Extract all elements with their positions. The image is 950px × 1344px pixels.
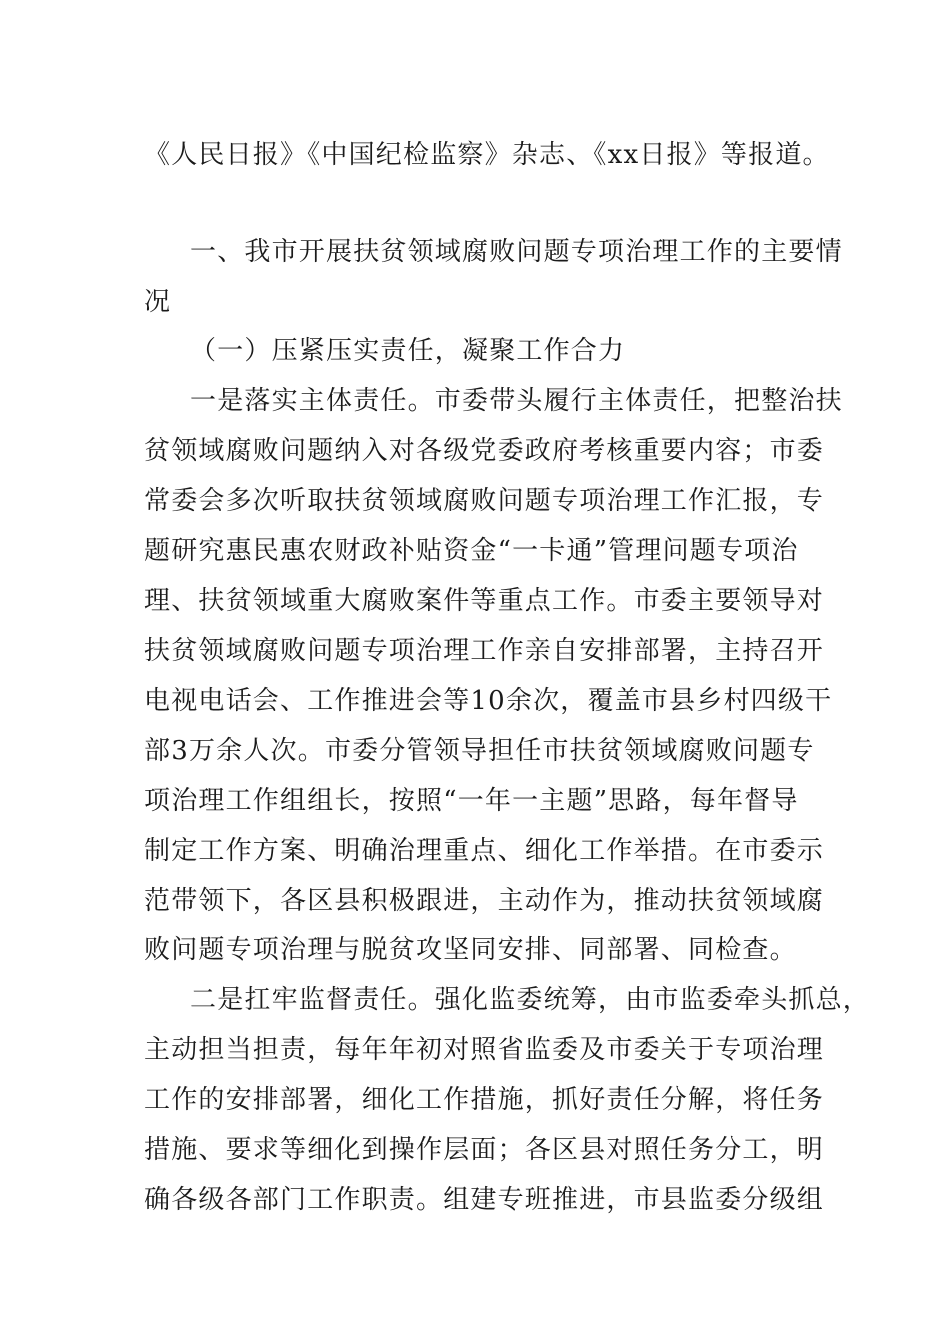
paragraph1-line: 题研究惠民惠农财政补贴资金“一卡通”管理问题专项治 <box>144 536 799 566</box>
paragraph1-line: 一是落实主体责任。市委带头履行主体责任，把整治扶 <box>190 386 843 416</box>
paragraph2-line: 确各级各部门工作职责。组建专班推进，市县监委分级组 <box>144 1185 825 1215</box>
section-heading-line-1: 一、我市开展扶贫领域腐败问题专项治理工作的主要情 <box>190 237 843 267</box>
paragraph1-line: 常委会多次听取扶贫领域腐败问题专项治理工作汇报，专 <box>144 486 825 516</box>
paragraph1-line: 制定工作方案、明确治理重点、细化工作举措。在市委示 <box>144 836 825 866</box>
paragraph1-line: 扶贫领域腐败问题专项治理工作亲自安排部署，主持召开 <box>144 636 825 666</box>
paragraph1-line: 范带领下，各区县积极跟进，主动作为，推动扶贫领域腐 <box>144 886 825 916</box>
paragraph1-line: 败问题专项治理与脱贫攻坚同安排、同部署、同检查。 <box>144 935 797 965</box>
paragraph1-line: 理、扶贫领域重大腐败案件等重点工作。市委主要领导对 <box>144 586 825 616</box>
paragraph2-line: 工作的安排部署，细化工作措施，抓好责任分解，将任务 <box>144 1085 825 1115</box>
section-heading-line-2: 况 <box>144 287 172 317</box>
paragraph1-line: 贫领域腐败问题纳入对各级党委政府考核重要内容；市委 <box>144 436 825 466</box>
source-line: 《人民日报》《中国纪检监察》杂志、《xx日报》等报道。 <box>144 140 830 170</box>
paragraph1-line: 部3万余人次。市委分管领导担任市扶贫领域腐败问题专 <box>144 736 815 766</box>
paragraph2-line: 措施、要求等细化到操作层面；各区县对照任务分工，明 <box>144 1135 825 1165</box>
paragraph1-line: 电视电话会、工作推进会等10余次，覆盖市县乡村四级干 <box>144 686 833 716</box>
paragraph2-line: 主动担当担责，每年年初对照省监委及市委关于专项治理 <box>144 1035 825 1065</box>
paragraph2-line: 二是扛牢监督责任。强化监委统筹，由市监委牵头抓总， <box>190 985 871 1015</box>
subheading: （一）压紧压实责任，凝聚工作合力 <box>190 336 626 366</box>
paragraph1-line: 项治理工作组组长，按照“一年一主题”思路，每年督导 <box>144 786 799 816</box>
